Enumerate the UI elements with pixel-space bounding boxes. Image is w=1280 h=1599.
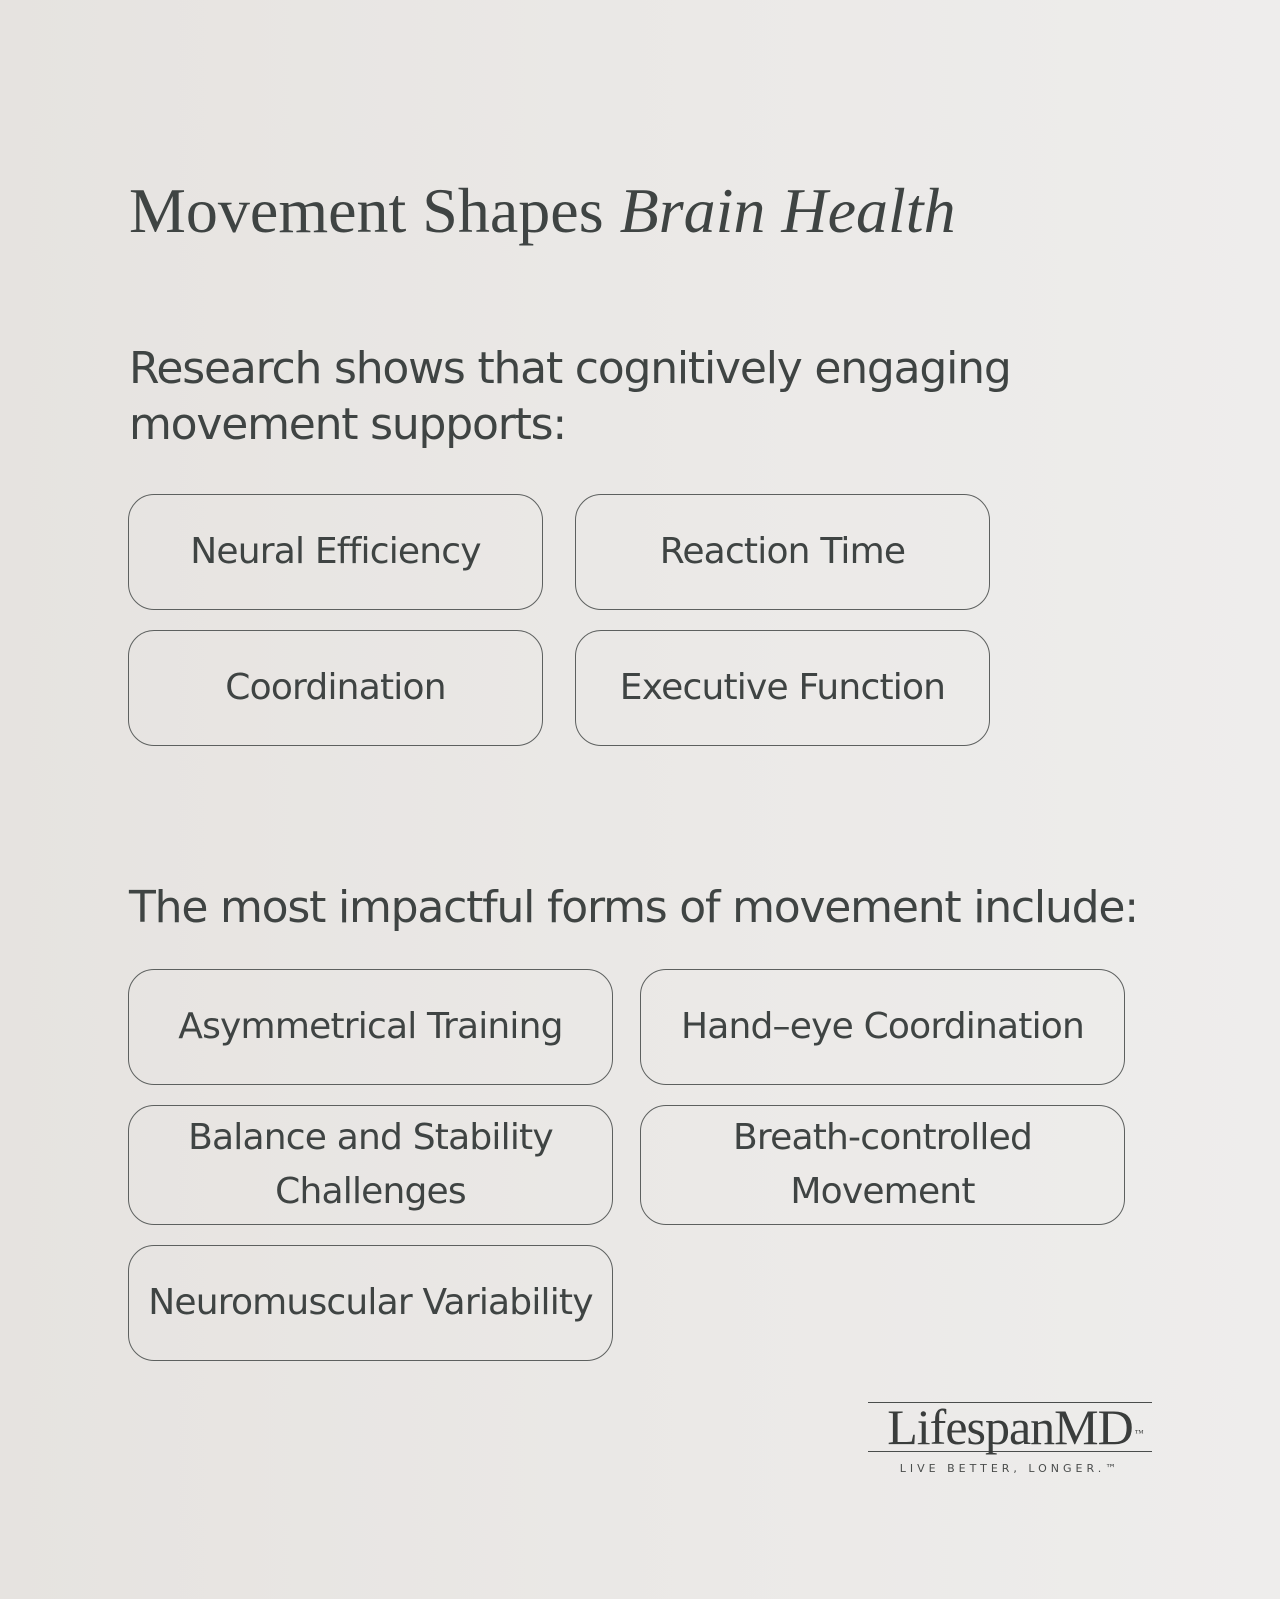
benefit-pill-coordination [128, 630, 543, 746]
pill-label: Reaction Time [659, 531, 906, 572]
benefit-pill-neural-efficiency [128, 494, 543, 610]
movement-pill-hand-eye-coordination [640, 969, 1125, 1085]
benefit-pill-executive-function [575, 630, 990, 746]
movement-pill-asymmetrical-training [128, 969, 613, 1085]
logo-name: LifespanMD [887, 1399, 1133, 1455]
pill-label: Balance and Stability Challenges [188, 1117, 553, 1212]
pill-label: Asymmetrical Training [178, 1006, 563, 1047]
pill-label: Breath-controlled Movement [732, 1117, 1033, 1212]
movement-pill-breath-controlled [640, 1105, 1125, 1225]
pill-label: Neural Efficiency [190, 531, 481, 572]
lifespanmd-logo [868, 1399, 1152, 1475]
section-2-heading: The most impactful forms of movement include: [129, 882, 1138, 933]
pill-label: Neuromuscular Variability [148, 1282, 593, 1323]
title-part-2-italic: Brain Health [619, 175, 956, 246]
pill-label: Coordination [225, 667, 446, 708]
logo-tagline: LIVE BETTER, LONGER.™ [899, 1462, 1121, 1475]
page-title [129, 176, 956, 246]
benefit-pill-reaction-time [575, 494, 990, 610]
movement-pill-neuromuscular-variability [128, 1245, 613, 1361]
pill-label: Hand–eye Coordination [680, 1006, 1085, 1047]
pill-label: Executive Function [619, 667, 946, 708]
logo-trademark: ™ [1134, 1428, 1143, 1438]
movement-pill-balance-stability [128, 1105, 613, 1225]
title-part-1: Movement Shapes [129, 175, 620, 246]
logo-wordmark [868, 1399, 1152, 1455]
section-1-heading: Research shows that cognitively engaging movement supports: [129, 343, 1011, 450]
